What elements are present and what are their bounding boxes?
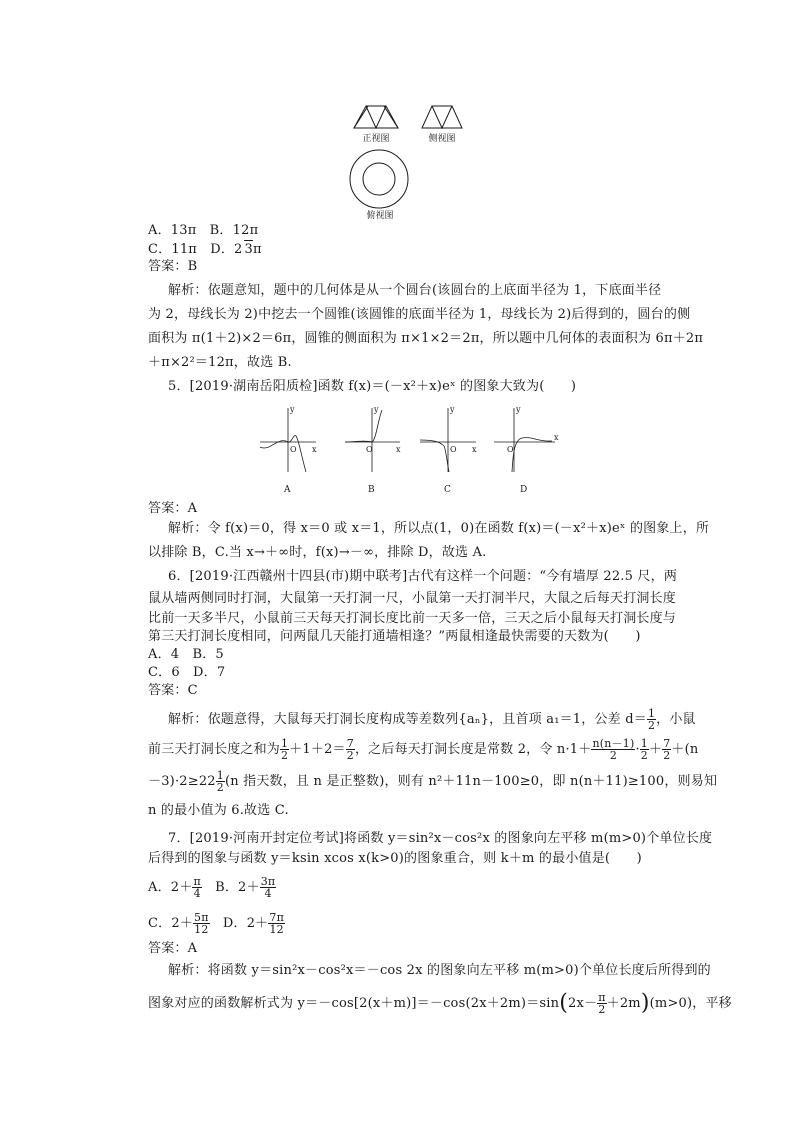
frac-den: 4 bbox=[264, 887, 272, 900]
q4-explain-3: 面积为 π(1＋2)×2＝6π，圆锥的侧面积为 π×1×2＝2π，所以题中几何体的表面积为 6π＋2π bbox=[148, 331, 704, 346]
q7-frac-c bbox=[193, 912, 210, 935]
q7-frac-d bbox=[268, 912, 285, 935]
frac-den: 2 bbox=[346, 749, 354, 762]
q6-explain-1a: 解析：依题意得，大鼠每天打洞长度构成等差数列{aₙ}，且首项 a₁＝1，公差 d＝ bbox=[168, 712, 647, 727]
graph-c-y: y bbox=[450, 405, 455, 414]
top-view-rings bbox=[350, 150, 408, 208]
frac-num: 7π bbox=[269, 911, 285, 924]
q7-explain-2b: 2x－ bbox=[568, 996, 598, 1011]
q6-frac-half bbox=[280, 738, 289, 761]
frac-num: 7 bbox=[346, 737, 354, 750]
graph-a-x: x bbox=[312, 445, 317, 454]
q6-options-ab: A．4 B．5 bbox=[148, 647, 224, 662]
frac-num: 7 bbox=[663, 737, 671, 750]
graph-c-x: x bbox=[472, 445, 477, 454]
graph-d-x: x bbox=[554, 433, 559, 442]
graph-a bbox=[260, 408, 316, 472]
q7-options-cd bbox=[148, 912, 285, 935]
q7-options-ab bbox=[148, 876, 276, 899]
q6-frac-d bbox=[647, 708, 656, 731]
q6-frac-half-3 bbox=[216, 770, 225, 793]
q5-explain-1: 解析：令 f(x)＝0，得 x＝0 或 x＝1，所以点(1，0)在函数 f(x)＝(－x²＋x)eˣ 的图象上，所 bbox=[168, 521, 710, 536]
frac-den: 4 bbox=[193, 887, 201, 900]
frac-den: 2 bbox=[663, 749, 671, 762]
q5-graphs bbox=[250, 400, 570, 500]
frac-den: 2 bbox=[609, 749, 618, 762]
q6-explain-2e: ＋ bbox=[648, 742, 663, 757]
q6-stem-1: 6．[2019·江西赣州十四县(市)期中联考]古代有这样一个问题：“今有墙厚 22.5 尺，两 bbox=[168, 569, 678, 584]
q6-stem-3: 比前一天多半尺，小鼠前三天每天打洞长度比前一天多一倍，三天之后小鼠每天打洞长度与 bbox=[148, 611, 677, 626]
frac-num: π bbox=[193, 875, 201, 888]
q7-explain-1: 解析：将函数 y＝sin²x－cos²x＝－cos 2x 的图象向左平移 m(m>0)个单位长度后所得到的 bbox=[168, 963, 711, 978]
graph-c-label: C bbox=[444, 485, 451, 495]
q6-explain-3b: (n 指天数，且 n 是正整数)，则有 n²＋11n－100≥0，即 n(n＋11)≥100，则易知 bbox=[224, 774, 718, 789]
q7-answer: 答案：A bbox=[148, 941, 198, 956]
graph-c-origin: O bbox=[450, 445, 457, 454]
graph-a-label: A bbox=[284, 485, 291, 495]
q6-stem-2: 鼠从墙两侧同时打洞，大鼠第一天打洞一尺，小鼠第一天打洞半尺，大鼠之后每天打洞长度 bbox=[148, 591, 677, 606]
q6-stem-4: 第三天打洞长度相同，问两鼠几天能打通墙相逢？”两鼠相逢最快需要的天数为( ) bbox=[148, 629, 641, 644]
graph-d-y: y bbox=[516, 405, 521, 414]
q7-opt-d: D．2＋ bbox=[209, 916, 269, 931]
frac-den: 2 bbox=[281, 749, 289, 762]
q4-explain-2: 为 2，母线长为 2)中挖去一个圆锥(该圆锥的底面半径为 1，母线长为 2)后得到的，圆台的侧 bbox=[148, 307, 691, 322]
frac-num: 1 bbox=[216, 769, 224, 782]
q6-explain-2f: ＋(n bbox=[671, 742, 699, 757]
q4-explain-4: ＋π×2²＝12π，故选 B. bbox=[148, 355, 292, 370]
q5-answer: 答案：A bbox=[148, 501, 198, 516]
q7-stem-2: 后得到的图象与函数 y＝ksin xcos x(k>0)的图象重合，则 k＋m 的最小值是( ) bbox=[148, 851, 642, 866]
graph-b-origin: O bbox=[366, 445, 373, 454]
frac-num: 5π bbox=[194, 911, 209, 924]
q6-explain-2b: ＋1＋2＝ bbox=[289, 742, 346, 757]
graph-b-y: y bbox=[374, 405, 379, 414]
graph-a-y: y bbox=[290, 405, 295, 414]
q7-explain-2 bbox=[148, 992, 732, 1015]
q6-explain-2d: · bbox=[635, 742, 640, 757]
top-view-caption: 俯视图 bbox=[366, 211, 394, 221]
q4-answer: 答案：B bbox=[148, 259, 198, 274]
q6-explain-3a: －3)·2≥22 bbox=[148, 774, 216, 789]
q7-opt-b: B．2＋ bbox=[201, 880, 260, 895]
graph-b-x: x bbox=[396, 445, 401, 454]
graph-b bbox=[345, 408, 400, 472]
front-view-trapezoid bbox=[354, 106, 398, 128]
q4-options-ab: A．13π B．12π bbox=[148, 223, 259, 238]
frac-num: n(n－1) bbox=[592, 737, 635, 750]
frac-num: 1 bbox=[640, 737, 648, 750]
q7-opt-a: A．2＋ bbox=[148, 880, 193, 895]
q4-options-cd-suffix: π bbox=[253, 242, 262, 257]
q7-frac-b bbox=[260, 876, 277, 899]
frac-den: 2 bbox=[598, 1003, 606, 1016]
frac-den: 2 bbox=[640, 749, 648, 762]
q6-frac-half-2 bbox=[640, 738, 649, 761]
q7-frac-pi2 bbox=[597, 992, 606, 1015]
q7-opt-c: C．2＋ bbox=[148, 916, 194, 931]
q6-answer: 答案：C bbox=[148, 683, 198, 698]
graph-b-label: B bbox=[368, 485, 375, 495]
three-view-figure bbox=[340, 100, 470, 225]
q4-options-cd bbox=[148, 240, 262, 259]
q6-explain-2c: ，之后每天打洞长度是常数 2，令 n·1＋ bbox=[354, 742, 592, 757]
q6-explain-2 bbox=[148, 738, 698, 761]
q6-explain-1 bbox=[168, 708, 696, 731]
right-paren: ) bbox=[640, 990, 650, 1016]
q6-frac-nn bbox=[591, 738, 635, 761]
q4-sqrt: 3 bbox=[244, 242, 254, 257]
graph-d-label: D bbox=[520, 485, 528, 495]
q6-explain-3 bbox=[148, 770, 717, 793]
q5-stem: 5．[2019·湖南岳阳质检]函数 f(x)＝(－x²＋x)eˣ 的图象大致为( ) bbox=[168, 379, 577, 394]
front-view-caption: 正视图 bbox=[362, 134, 390, 144]
q4-options-cd-prefix: C．11π D．2 bbox=[148, 242, 243, 257]
q6-explain-1b: ，小鼠 bbox=[656, 712, 696, 727]
frac-num: π bbox=[598, 991, 606, 1004]
q6-frac-72 bbox=[346, 738, 355, 761]
side-view-trapezoid bbox=[422, 106, 462, 128]
q6-explain-4: n 的最小值为 6.故选 C. bbox=[148, 803, 289, 818]
side-view-caption: 侧视图 bbox=[428, 134, 456, 144]
frac-num: 1 bbox=[647, 707, 656, 720]
graph-c bbox=[420, 408, 476, 472]
q7-frac-a bbox=[192, 876, 201, 899]
q6-options-cd: C．6 D．7 bbox=[148, 665, 226, 680]
q7-explain-2c: ＋2m bbox=[606, 996, 641, 1011]
graph-d-origin: O bbox=[507, 445, 514, 454]
q4-explain-1: 解析：依题意知，题中的几何体是从一个圆台(该圆台的上底面半径为 1，下底面半径 bbox=[168, 283, 662, 298]
graph-d bbox=[494, 408, 555, 472]
frac-den: 12 bbox=[194, 923, 209, 936]
q7-stem-1: 7．[2019·河南开封定位考试]将函数 y＝sin²x－cos²x 的图象向左平移 m(m>0)个单位长度 bbox=[168, 831, 713, 846]
q6-explain-2a: 前三天打洞长度之和为 bbox=[148, 742, 281, 757]
q7-explain-2d: (m>0)，平移 bbox=[649, 996, 732, 1011]
frac-den: 2 bbox=[216, 781, 224, 794]
frac-den: 2 bbox=[647, 719, 656, 732]
left-paren: ( bbox=[559, 990, 568, 1016]
q7-explain-2a: 图象对应的函数解析式为 y＝－cos[2(x＋m)]＝－cos(2x＋2m)＝sin bbox=[148, 996, 560, 1011]
graph-a-origin: O bbox=[290, 445, 297, 454]
frac-num: 1 bbox=[281, 737, 289, 750]
q6-frac-72-2 bbox=[662, 738, 671, 761]
frac-num: 3π bbox=[260, 875, 276, 888]
frac-den: 12 bbox=[269, 923, 284, 936]
q5-explain-2: 以排除 B，C.当 x→＋∞时，f(x)→－∞，排除 D，故选 A. bbox=[148, 545, 487, 560]
